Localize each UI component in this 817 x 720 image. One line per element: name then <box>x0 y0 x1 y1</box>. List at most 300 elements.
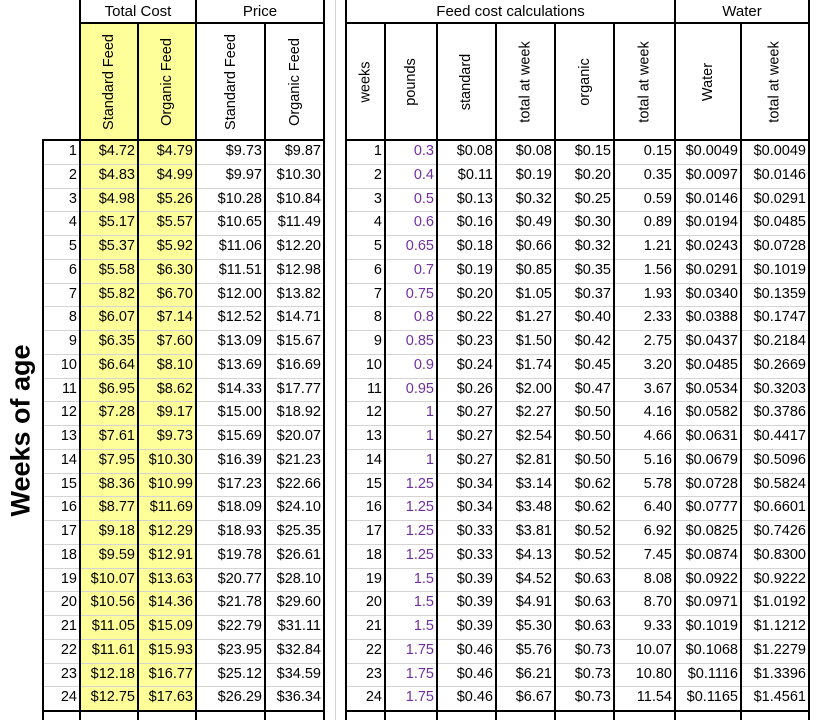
cell-pounds[interactable]: 0.6 <box>413 214 434 231</box>
cell-pounds[interactable]: 0.3 <box>413 143 434 159</box>
cell-weeks[interactable]: 15 <box>365 475 382 492</box>
cell-standard-cost[interactable]: $0.33 <box>456 546 493 563</box>
cell-weeks[interactable]: 1 <box>373 143 382 159</box>
cell-organic-cost[interactable]: $0.50 <box>574 428 611 444</box>
cell-water-total[interactable]: $0.2669 <box>753 356 806 373</box>
cell-total-cost-organic[interactable]: $10.99 <box>138 473 196 497</box>
cell-row-number[interactable]: 18 <box>60 546 77 563</box>
cell-row-number[interactable]: 7 <box>68 285 77 302</box>
cell-water-total[interactable]: $0.0485 <box>753 214 806 231</box>
cell-water-total[interactable]: $0.0728 <box>753 238 806 254</box>
cell-price-standard[interactable]: $20.77 <box>217 570 262 587</box>
cell-standard-total[interactable]: $0.19 <box>515 166 552 183</box>
cell-row-number[interactable]: 2 <box>68 166 77 183</box>
cell-row-number[interactable]: 11 <box>61 380 77 397</box>
cell-standard-cost[interactable]: $0.34 <box>456 475 493 492</box>
cell-price-standard[interactable]: $9.73 <box>225 143 262 159</box>
cell-total-cost-standard[interactable]: $5.58 <box>80 259 138 283</box>
cell-price-standard[interactable]: $23.95 <box>217 641 262 658</box>
cell-water-cost[interactable]: $0.0291 <box>685 261 738 278</box>
cell-water-total[interactable]: $0.0146 <box>753 166 806 183</box>
cell-standard-total[interactable]: $3.81 <box>515 523 552 539</box>
cell-water-total[interactable]: $0.6601 <box>753 499 806 516</box>
cell-total-cost-organic[interactable]: $5.92 <box>138 235 196 259</box>
cell-total-cost-organic[interactable]: $14.36 <box>138 591 196 615</box>
cell-total-cost-organic[interactable]: $12.91 <box>138 544 196 568</box>
cell-water-cost[interactable]: $0.1019 <box>685 618 738 634</box>
cell-total-cost-standard[interactable]: $5.17 <box>80 211 138 235</box>
cell-pounds[interactable]: 0.95 <box>405 380 434 397</box>
cell-organic-cost[interactable]: $0.52 <box>574 523 611 539</box>
cell-price-organic[interactable]: $10.30 <box>276 166 321 183</box>
cell-pounds[interactable]: 1 <box>425 428 434 444</box>
cell-standard-total[interactable]: $0.66 <box>515 238 552 254</box>
cell-water-cost[interactable]: $0.0631 <box>685 428 738 444</box>
cell-standard-cost[interactable]: $0.19 <box>456 261 493 278</box>
cell-weeks[interactable]: 5 <box>373 238 382 254</box>
cell-price-organic[interactable]: $26.61 <box>276 546 321 563</box>
cell-organic-cost[interactable]: $0.73 <box>574 665 611 682</box>
cell-total-cost-standard[interactable]: $6.35 <box>80 330 138 354</box>
cell-standard-cost[interactable]: $0.13 <box>456 190 493 207</box>
cell-standard-cost[interactable]: $0.39 <box>456 570 493 587</box>
cell-standard-total[interactable]: $4.91 <box>515 594 552 611</box>
cell-standard-cost[interactable]: $0.39 <box>456 594 493 611</box>
cell-water-total[interactable]: $0.2184 <box>753 333 806 349</box>
cell-standard-total[interactable]: $5.76 <box>515 641 552 658</box>
cell-price-organic[interactable]: $20.07 <box>276 428 321 444</box>
cell-total-cost-standard[interactable]: $4.98 <box>80 188 138 212</box>
cell-row-number[interactable]: 9 <box>68 333 77 349</box>
cell-price-standard[interactable]: $22.79 <box>217 618 262 634</box>
cell-organic-cost[interactable]: $0.50 <box>574 451 611 468</box>
cell-weeks[interactable]: 6 <box>373 261 382 278</box>
cell-standard-total[interactable]: $4.52 <box>515 570 552 587</box>
cell-organic-cost[interactable]: $0.35 <box>574 261 611 278</box>
cell-standard-total[interactable]: $6.21 <box>515 665 552 682</box>
cell-price-organic[interactable]: $34.59 <box>276 665 321 682</box>
cell-price-standard[interactable]: $18.09 <box>217 499 262 516</box>
cell-organic-total[interactable]: 4.66 <box>643 428 672 444</box>
cell-price-standard[interactable]: $10.65 <box>217 214 262 231</box>
cell-standard-total[interactable]: $0.85 <box>515 261 552 278</box>
cell-water-cost[interactable]: $0.1165 <box>686 689 738 706</box>
cell-organic-total[interactable]: 0.35 <box>643 166 672 183</box>
cell-water-cost[interactable]: $0.0340 <box>685 285 738 302</box>
cell-standard-total[interactable]: $1.50 <box>515 333 552 349</box>
cell-total-cost-organic[interactable]: $10.30 <box>138 449 196 473</box>
cell-price-organic[interactable]: $25.35 <box>276 523 321 539</box>
cell-standard-total[interactable]: $2.81 <box>515 451 552 468</box>
cell-price-organic[interactable]: $22.66 <box>276 475 321 492</box>
cell-organic-total[interactable]: 6.40 <box>643 499 672 516</box>
cell-total-cost-standard[interactable]: $4.83 <box>80 164 138 188</box>
cell-water-total[interactable]: $0.4417 <box>753 428 806 444</box>
cell-water-cost[interactable]: $0.0582 <box>685 404 738 421</box>
cell-weeks[interactable]: 23 <box>365 665 382 682</box>
cell-row-number[interactable]: 4 <box>68 214 77 231</box>
cell-water-cost[interactable]: $0.0049 <box>685 143 738 159</box>
cell-standard-total[interactable]: $2.00 <box>515 380 552 397</box>
cell-water-cost[interactable]: $0.0194 <box>685 214 738 231</box>
cell-row-number[interactable]: 24 <box>60 689 77 706</box>
cell-water-total[interactable]: $0.1019 <box>753 261 806 278</box>
cell-row-number[interactable]: 14 <box>60 451 77 468</box>
cell-weeks[interactable]: 22 <box>365 641 382 658</box>
cell-organic-cost[interactable]: $0.32 <box>574 238 611 254</box>
cell-row-number[interactable]: 17 <box>60 523 77 539</box>
cell-standard-total[interactable]: $6.67 <box>515 689 552 706</box>
cell-weeks[interactable]: 9 <box>373 333 382 349</box>
cell-weeks[interactable]: 16 <box>365 499 382 516</box>
cell-organic-total[interactable]: 1.93 <box>643 285 672 302</box>
cell-row-number[interactable]: 8 <box>68 309 77 326</box>
cell-standard-total[interactable]: $3.14 <box>515 475 552 492</box>
cell-row-number[interactable]: 3 <box>68 190 77 207</box>
cell-pounds[interactable]: 1 <box>425 404 434 421</box>
cell-price-standard[interactable]: $11.51 <box>218 261 262 278</box>
cell-row-number[interactable]: 20 <box>60 594 77 611</box>
cell-water-cost[interactable]: $0.1116 <box>687 665 738 682</box>
cell-total-cost-standard[interactable]: $12.18 <box>80 663 138 687</box>
cell-standard-cost[interactable]: $0.18 <box>456 238 493 254</box>
cell-standard-cost[interactable]: $0.39 <box>456 618 493 634</box>
cell-weeks[interactable]: 19 <box>365 570 382 587</box>
cell-pounds[interactable]: 0.7 <box>413 261 434 278</box>
cell-water-total[interactable]: $0.0291 <box>753 190 806 207</box>
cell-standard-total[interactable]: $0.49 <box>515 214 552 231</box>
cell-total-cost-standard[interactable]: $9.59 <box>80 544 138 568</box>
cell-total-cost-standard[interactable]: $11.61 <box>80 639 138 663</box>
cell-standard-cost[interactable]: $0.11 <box>457 166 493 183</box>
cell-water-total[interactable]: $0.8300 <box>753 546 806 563</box>
cell-standard-cost[interactable]: $0.16 <box>456 214 493 231</box>
cell-row-number[interactable]: 21 <box>60 618 77 634</box>
cell-price-standard[interactable]: $10.28 <box>217 190 262 207</box>
cell-row-number[interactable]: 23 <box>60 665 77 682</box>
cell-price-organic[interactable]: $29.60 <box>276 594 321 611</box>
cell-row-number[interactable]: 5 <box>68 238 77 254</box>
cell-water-cost[interactable]: $0.0971 <box>685 594 738 611</box>
cell-price-standard[interactable]: $13.69 <box>217 356 262 373</box>
cell-price-standard[interactable]: $13.09 <box>217 333 262 349</box>
cell-row-number[interactable]: 19 <box>60 570 77 587</box>
cell-weeks[interactable]: 12 <box>365 404 382 421</box>
cell-pounds[interactable]: 1 <box>425 451 434 468</box>
cell-organic-total[interactable]: 2.75 <box>643 333 672 349</box>
cell-price-standard[interactable]: $15.69 <box>217 428 262 444</box>
cell-total-cost-standard[interactable]: $8.77 <box>80 496 138 520</box>
cell-organic-total[interactable]: 4.16 <box>643 404 672 421</box>
cell-price-standard[interactable]: $9.97 <box>225 166 262 183</box>
cell-pounds[interactable]: 1.25 <box>405 475 434 492</box>
cell-total-cost-organic[interactable]: $5.26 <box>138 188 196 212</box>
cell-total-cost-organic[interactable]: $9.73 <box>138 425 196 449</box>
cell-pounds[interactable]: 1.75 <box>405 689 434 706</box>
cell-organic-total[interactable]: 9.33 <box>643 618 672 634</box>
cell-price-standard[interactable]: $12.00 <box>217 285 262 302</box>
cell-row-number[interactable]: 22 <box>60 641 77 658</box>
cell-total-cost-organic[interactable]: $8.10 <box>138 354 196 378</box>
cell-total-cost-organic[interactable]: $15.09 <box>138 615 196 639</box>
cell-total-cost-organic[interactable]: $4.79 <box>138 140 196 164</box>
cell-total-cost-standard[interactable]: $10.07 <box>80 568 138 592</box>
cell-standard-cost[interactable]: $0.46 <box>456 689 493 706</box>
cell-total-cost-organic[interactable]: $15.93 <box>138 639 196 663</box>
cell-total-cost-standard[interactable]: $11.05 <box>80 615 138 639</box>
cell-water-total[interactable]: $1.2279 <box>753 641 806 658</box>
cell-organic-total[interactable]: 5.16 <box>643 451 672 468</box>
cell-organic-cost[interactable]: $0.30 <box>574 214 611 231</box>
cell-total-cost-organic[interactable]: $7.14 <box>138 306 196 330</box>
cell-price-standard[interactable]: $12.52 <box>217 309 262 326</box>
cell-organic-total[interactable]: 8.08 <box>643 570 672 587</box>
cell-total-cost-standard[interactable]: $5.82 <box>80 283 138 307</box>
cell-water-cost[interactable]: $0.1068 <box>685 641 738 658</box>
cell-standard-total[interactable]: $2.27 <box>515 404 552 421</box>
cell-row-number[interactable]: 16 <box>60 499 77 516</box>
cell-weeks[interactable]: 18 <box>365 546 382 563</box>
cell-organic-total[interactable]: 8.70 <box>643 594 672 611</box>
cell-water-cost[interactable]: $0.0874 <box>685 546 738 563</box>
cell-organic-total[interactable]: 0.15 <box>643 143 672 159</box>
cell-price-organic[interactable]: $9.87 <box>284 143 321 159</box>
cell-price-organic[interactable]: $16.69 <box>276 356 321 373</box>
cell-organic-cost[interactable]: $0.47 <box>574 380 611 397</box>
cell-pounds[interactable]: 0.65 <box>405 238 434 254</box>
cell-pounds[interactable]: 1.25 <box>405 546 434 563</box>
cell-row-number[interactable]: 12 <box>60 404 77 421</box>
cell-standard-total[interactable]: $3.48 <box>515 499 552 516</box>
cell-water-total[interactable]: $1.4561 <box>753 689 806 706</box>
cell-standard-cost[interactable]: $0.26 <box>456 380 493 397</box>
cell-price-organic[interactable]: $28.10 <box>276 570 321 587</box>
cell-total-cost-standard[interactable]: $7.61 <box>80 425 138 449</box>
cell-pounds[interactable]: 1.25 <box>405 499 434 516</box>
cell-total-cost-organic[interactable]: $13.63 <box>138 568 196 592</box>
cell-organic-total[interactable]: 10.07 <box>635 641 672 658</box>
cell-water-cost[interactable]: $0.0388 <box>685 309 738 326</box>
cell-water-cost[interactable]: $0.0679 <box>685 451 738 468</box>
cell-water-total[interactable]: $1.3396 <box>753 665 806 682</box>
cell-row-number[interactable]: 13 <box>60 428 77 444</box>
cell-weeks[interactable]: 8 <box>373 309 382 326</box>
cell-water-cost[interactable]: $0.0777 <box>685 499 738 516</box>
cell-total-cost-standard[interactable]: $4.72 <box>80 140 138 164</box>
cell-water-total[interactable]: $0.7426 <box>753 523 806 539</box>
cell-standard-cost[interactable]: $0.27 <box>456 428 493 444</box>
cell-price-organic[interactable]: $10.84 <box>276 190 321 207</box>
cell-price-standard[interactable]: $26.29 <box>217 689 262 706</box>
cell-organic-total[interactable]: 2.33 <box>643 309 672 326</box>
cell-total-cost-organic[interactable]: $8.62 <box>138 378 196 402</box>
cell-standard-cost[interactable]: $0.46 <box>456 641 493 658</box>
cell-price-organic[interactable]: $14.71 <box>276 309 321 326</box>
cell-row-number[interactable]: 1 <box>68 143 77 159</box>
cell-price-standard[interactable]: $14.33 <box>217 380 262 397</box>
cell-water-total[interactable]: $0.5096 <box>753 451 806 468</box>
cell-weeks[interactable]: 14 <box>365 451 382 468</box>
cell-standard-cost[interactable]: $0.46 <box>456 665 493 682</box>
cell-standard-total[interactable]: $2.54 <box>515 428 552 444</box>
cell-water-total[interactable]: $0.3786 <box>753 404 806 421</box>
cell-row-number[interactable]: 6 <box>68 261 77 278</box>
cell-weeks[interactable]: 21 <box>365 618 382 634</box>
cell-total-cost-standard[interactable]: $10.56 <box>80 591 138 615</box>
cell-water-total[interactable]: $0.0049 <box>753 143 806 159</box>
cell-organic-cost[interactable]: $0.63 <box>574 570 611 587</box>
cell-total-cost-standard[interactable]: $6.64 <box>80 354 138 378</box>
cell-price-standard[interactable]: $21.78 <box>217 594 262 611</box>
cell-organic-cost[interactable]: $0.40 <box>574 309 611 326</box>
cell-standard-total[interactable]: $5.30 <box>515 618 552 634</box>
cell-standard-total[interactable]: $0.08 <box>515 143 552 159</box>
cell-organic-total[interactable]: 0.89 <box>643 214 672 231</box>
cell-pounds[interactable]: 1.5 <box>413 594 434 611</box>
cell-standard-total[interactable]: $1.74 <box>515 356 552 373</box>
cell-water-total[interactable]: $0.1359 <box>753 285 806 302</box>
cell-standard-cost[interactable]: $0.08 <box>456 143 493 159</box>
cell-pounds[interactable]: 1.25 <box>405 523 434 539</box>
cell-organic-cost[interactable]: $0.73 <box>574 689 611 706</box>
cell-organic-total[interactable]: 3.20 <box>643 356 672 373</box>
cell-total-cost-organic[interactable]: $11.69 <box>138 496 196 520</box>
cell-price-organic[interactable]: $12.20 <box>276 238 321 254</box>
cell-weeks[interactable]: 20 <box>365 594 382 611</box>
cell-price-standard[interactable]: $19.78 <box>217 546 262 563</box>
cell-standard-cost[interactable]: $0.33 <box>456 523 493 539</box>
cell-pounds[interactable]: 1.75 <box>405 665 434 682</box>
cell-pounds[interactable]: 1.5 <box>413 618 434 634</box>
cell-organic-total[interactable]: 6.92 <box>643 523 672 539</box>
cell-organic-total[interactable]: 10.80 <box>635 665 672 682</box>
cell-organic-cost[interactable]: $0.63 <box>574 594 611 611</box>
cell-price-standard[interactable]: $15.00 <box>217 404 262 421</box>
cell-water-cost[interactable]: $0.0534 <box>685 380 738 397</box>
cell-water-total[interactable]: $0.3203 <box>753 380 806 397</box>
cell-weeks[interactable]: 13 <box>365 428 382 444</box>
cell-standard-total[interactable]: $1.27 <box>515 309 552 326</box>
cell-water-total[interactable]: $1.0192 <box>753 594 806 611</box>
cell-price-organic[interactable]: $31.11 <box>277 618 321 634</box>
cell-price-organic[interactable]: $32.84 <box>276 641 321 658</box>
cell-price-organic[interactable]: $18.92 <box>276 404 321 421</box>
cell-water-cost[interactable]: $0.0485 <box>685 356 738 373</box>
cell-organic-cost[interactable]: $0.73 <box>574 641 611 658</box>
cell-standard-total[interactable]: $4.13 <box>515 546 552 563</box>
cell-organic-cost[interactable]: $0.62 <box>574 499 611 516</box>
cell-water-cost[interactable]: $0.0728 <box>685 475 738 492</box>
cell-water-cost[interactable]: $0.0097 <box>685 166 738 183</box>
cell-organic-cost[interactable]: $0.25 <box>574 190 611 207</box>
cell-total-cost-organic[interactable]: $5.57 <box>138 211 196 235</box>
cell-water-total[interactable]: $0.9222 <box>753 570 806 587</box>
cell-total-cost-standard[interactable]: $8.36 <box>80 473 138 497</box>
cell-standard-cost[interactable]: $0.34 <box>456 499 493 516</box>
cell-organic-cost[interactable]: $0.63 <box>574 618 611 634</box>
cell-weeks[interactable]: 17 <box>365 523 382 539</box>
cell-pounds[interactable]: 0.9 <box>413 356 434 373</box>
cell-standard-cost[interactable]: $0.27 <box>456 451 493 468</box>
cell-total-cost-organic[interactable]: $6.70 <box>138 283 196 307</box>
cell-organic-cost[interactable]: $0.45 <box>574 356 611 373</box>
cell-organic-total[interactable]: 7.45 <box>643 546 672 563</box>
cell-weeks[interactable]: 2 <box>373 166 382 183</box>
cell-total-cost-standard[interactable]: $7.95 <box>80 449 138 473</box>
cell-organic-total[interactable]: 0.59 <box>643 190 672 207</box>
cell-standard-total[interactable]: $1.05 <box>515 285 552 302</box>
cell-pounds[interactable]: 1.75 <box>405 641 434 658</box>
cell-water-cost[interactable]: $0.0437 <box>685 333 738 349</box>
cell-water-cost[interactable]: $0.0146 <box>685 190 738 207</box>
cell-standard-cost[interactable]: $0.22 <box>456 309 493 326</box>
cell-organic-cost[interactable]: $0.50 <box>574 404 611 421</box>
cell-organic-total[interactable]: 11.54 <box>636 689 672 706</box>
cell-total-cost-organic[interactable]: $9.17 <box>138 401 196 425</box>
cell-water-cost[interactable]: $0.0922 <box>685 570 738 587</box>
cell-row-number[interactable]: 15 <box>60 475 77 492</box>
cell-weeks[interactable]: 11 <box>366 380 382 397</box>
cell-total-cost-standard[interactable]: $6.07 <box>80 306 138 330</box>
cell-weeks[interactable]: 3 <box>373 190 382 207</box>
cell-standard-cost[interactable]: $0.27 <box>456 404 493 421</box>
cell-pounds[interactable]: 0.85 <box>405 333 434 349</box>
cell-total-cost-standard[interactable]: $7.28 <box>80 401 138 425</box>
cell-weeks[interactable]: 10 <box>365 356 382 373</box>
cell-organic-cost[interactable]: $0.62 <box>574 475 611 492</box>
cell-water-cost[interactable]: $0.0825 <box>685 523 738 539</box>
cell-organic-total[interactable]: 5.78 <box>643 475 672 492</box>
cell-pounds[interactable]: 0.5 <box>413 190 434 207</box>
cell-pounds[interactable]: 0.4 <box>413 166 434 183</box>
cell-organic-cost[interactable]: $0.52 <box>574 546 611 563</box>
cell-pounds[interactable]: 0.75 <box>405 285 434 302</box>
cell-total-cost-organic[interactable]: $6.30 <box>138 259 196 283</box>
cell-price-organic[interactable]: $11.49 <box>277 214 321 231</box>
cell-price-standard[interactable]: $11.06 <box>218 238 262 254</box>
cell-organic-cost[interactable]: $0.42 <box>574 333 611 349</box>
cell-total-cost-organic[interactable]: $17.63 <box>138 686 196 710</box>
cell-total-cost-organic[interactable]: $4.99 <box>138 164 196 188</box>
cell-organic-cost[interactable]: $0.15 <box>574 143 611 159</box>
cell-total-cost-standard[interactable]: $9.18 <box>80 520 138 544</box>
cell-price-standard[interactable]: $16.39 <box>217 451 262 468</box>
cell-water-total[interactable]: $0.5824 <box>753 475 806 492</box>
cell-total-cost-standard[interactable]: $6.95 <box>80 378 138 402</box>
cell-organic-cost[interactable]: $0.37 <box>574 285 611 302</box>
cell-standard-cost[interactable]: $0.20 <box>456 285 493 302</box>
cell-price-organic[interactable]: $17.77 <box>276 380 321 397</box>
cell-organic-cost[interactable]: $0.20 <box>574 166 611 183</box>
cell-pounds[interactable]: 0.8 <box>413 309 434 326</box>
cell-price-organic[interactable]: $12.98 <box>276 261 321 278</box>
cell-total-cost-standard[interactable]: $12.75 <box>80 686 138 710</box>
cell-organic-total[interactable]: 1.21 <box>643 238 672 254</box>
cell-standard-cost[interactable]: $0.24 <box>456 356 493 373</box>
cell-standard-total[interactable]: $0.32 <box>515 190 552 207</box>
cell-water-total[interactable]: $1.1212 <box>753 618 806 634</box>
cell-price-organic[interactable]: $36.34 <box>276 689 321 706</box>
cell-price-organic[interactable]: $13.82 <box>276 285 321 302</box>
cell-price-organic[interactable]: $24.10 <box>276 499 321 516</box>
cell-standard-cost[interactable]: $0.23 <box>456 333 493 349</box>
cell-price-standard[interactable]: $17.23 <box>217 475 262 492</box>
cell-price-standard[interactable]: $25.12 <box>217 665 262 682</box>
cell-total-cost-standard[interactable]: $5.37 <box>80 235 138 259</box>
cell-total-cost-organic[interactable]: $7.60 <box>138 330 196 354</box>
cell-weeks[interactable]: 4 <box>373 214 382 231</box>
cell-pounds[interactable]: 1.5 <box>413 570 434 587</box>
